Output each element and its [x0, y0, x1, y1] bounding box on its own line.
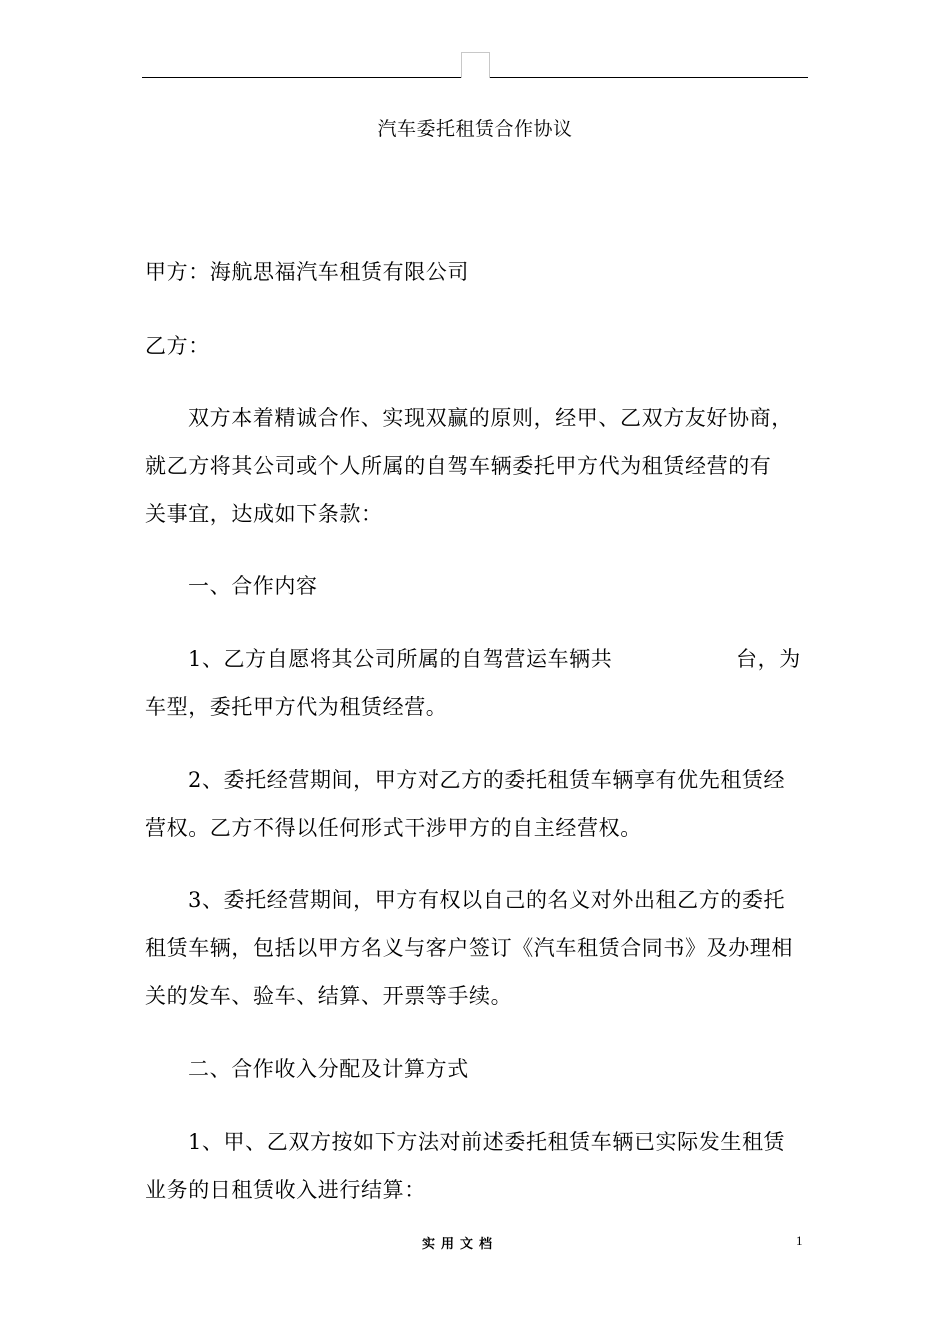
section1-heading: 一、合作内容: [188, 574, 318, 598]
clause-line: 关的发车、验车、结算、开票等手续。: [145, 984, 513, 1008]
intro-line: 就乙方将其公司或个人所属的自驾车辆委托甲方代为租赁经营的有: [145, 454, 772, 478]
section2-heading: 二、合作收入分配及计算方式: [188, 1057, 469, 1081]
clause-line: 3、委托经营期间，甲方有权以自己的名义对外出租乙方的委托: [188, 888, 786, 912]
party-b: 乙方：: [145, 334, 210, 358]
clause-line: 台，为: [736, 647, 801, 671]
clause-line: 业务的日租赁收入进行结算：: [145, 1178, 426, 1202]
clause-line: 2、委托经营期间，甲方对乙方的委托租赁车辆享有优先租赁经: [188, 768, 786, 792]
party-a: 甲方：海航思福汽车租赁有限公司: [145, 260, 469, 284]
clause-line: 1、乙方自愿将其公司所属的自驾营运车辆共: [188, 647, 613, 671]
clause-line: 营权。乙方不得以任何形式干涉甲方的自主经营权。: [145, 816, 642, 840]
clause-line: 1、甲、乙双方按如下方法对前述委托租赁车辆已实际发生租赁: [188, 1130, 786, 1154]
intro-line: 关事宜，达成如下条款：: [145, 502, 383, 526]
footer-label: 实用文档: [421, 1237, 498, 1252]
page-title: 汽车委托租赁合作协议: [377, 118, 573, 140]
clause-line: 车型，委托甲方代为租赁经营。: [145, 695, 448, 719]
page-number: 1: [796, 1233, 803, 1248]
clause-line: 租赁车辆，包括以甲方名义与客户签订《汽车租赁合同书》及办理相: [145, 936, 793, 960]
intro-line: 双方本着精诚合作、实现双赢的原则，经甲、乙双方友好协商，: [188, 406, 793, 430]
document-body: [145, 0, 825, 1344]
